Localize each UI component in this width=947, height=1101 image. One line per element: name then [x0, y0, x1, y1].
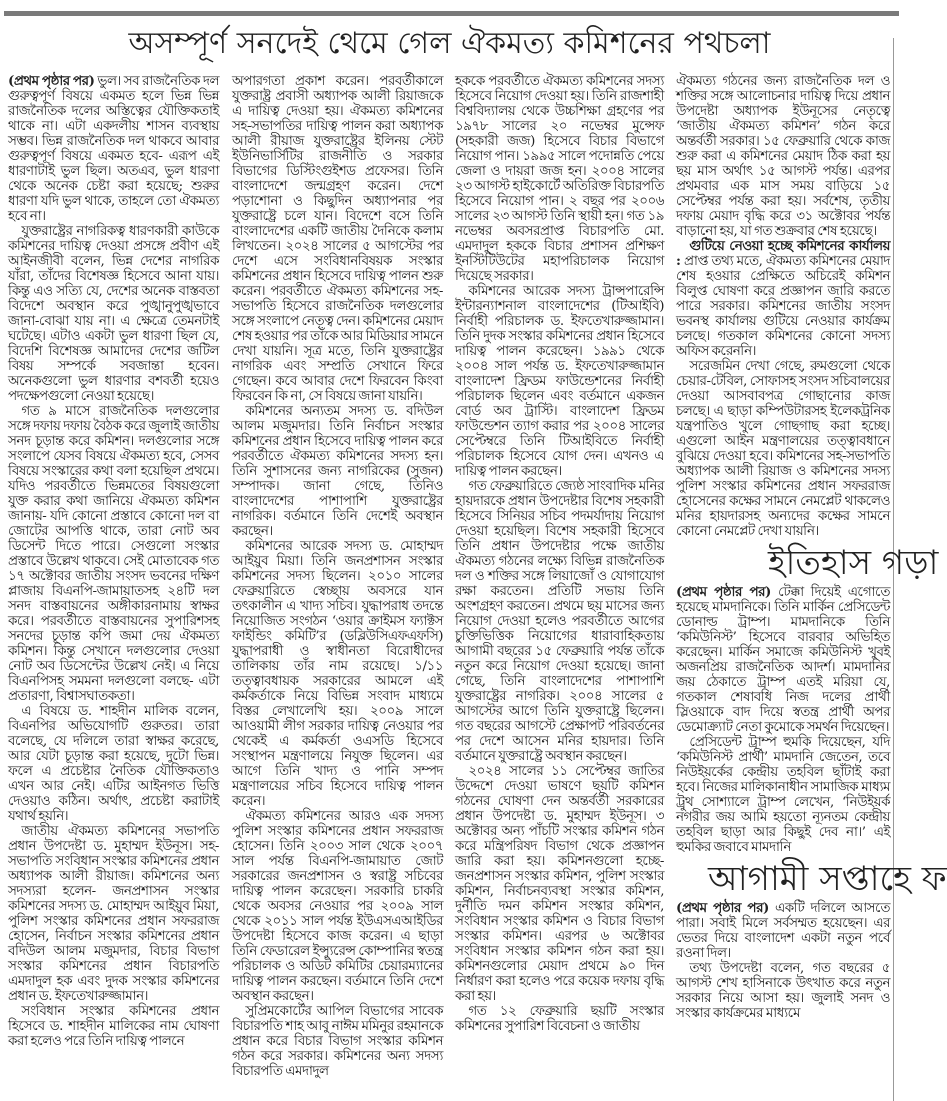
paragraph: ২০২৪ সালের ১১ সেপ্টেম্বর জাতির উদ্দেশে দেওয়া ভাষণে ছয়টি কমিশন গঠনের ঘোষণা দেন অন্তর্বর্তী সরকারের প্রধান উপদেষ্টা ড. মুহাম্মদ ইউনূস। ৩ অক্টোবর অন্য পাঁচটি সংস্কার কমিশন গঠন করে মন্ত্রিপরিষদ বিভাগ থেকে প্রজ্ঞাপন জারি করা হয়। কমিশনগুলো হচ্ছে- জনপ্রশাসন সংস্কার কমিশন, পুলিশ সংস্কার কমিশন, নির্বাচনব্যবস্থা সংস্কার কমিশন, দুর্নীতি দমন কমিশন সংস্কার কমিশন, সংবিধান সংস্কার কমিশন ও বিচার বিভাগ সংস্কার কমিশন। এরপর ৬ অক্টোবর সংবিধান সংস্কার কমিশন গঠন করা হয়। কমিশনগুলোর মেয়াদ প্রথমে ৯০ দিন নির্ধারণ করা হলেও পরে কয়েক দফায় বৃদ্ধি করা হয়।	[455, 764, 664, 1004]
article-column-3	[455, 74, 664, 1034]
paragraph: প্রেসিডেন্ট ট্রাম্প হুমকি দিয়েছেন, যদি ‘কমিউনিস্ট প্রার্থী’ মামদানি জেতেন, তবে নিউইয়র্কের কেন্দ্রীয় তহবিল ছাঁটাই করা হবে। নিজের মালিকানাধীন সামাজিক মাধ্যম ট্রুথ সোশ্যালে ট্রাম্প লেখেন, ‘নিউইয়র্ক নগরীর জয় আমি হয়তো ন্যূনতম কেন্দ্রীয় তহবিল ছাড়া আর কিছুই দেব না।’ এই হুমকির জবাবে মামদানি	[676, 735, 890, 855]
paragraph: গত ৯ মাসে রাজনৈতিক দলগুলোর সঙ্গে দফায় দফায় বৈঠক করে জুলাই জাতীয় সনদ চূড়ান্ত করে কমিশন। দলগুলোর সঙ্গে সংলাপে যেসব বিষয়ে ঐকমত্য হবে, সেসব বিষয়ে সংস্কারের কথা বলা হয়েছিল প্রথমে। যদিও পরবর্তীতে ভিন্নমতের বিষয়গুলো যুক্ত করার কথা জানিয়ে ঐকমত্য কমিশন জানায়- যদি কোনো প্রস্তাবে কোনো দল বা জোটের আপত্তি থাকে, তারা নোট অব ডিসেন্ট দিতে পারে। সেগুলো সংস্কার প্রস্তাবে উল্লেখ থাকবে। সেই মোতাবেক গত ১৭ অক্টোবর জাতীয় সংসদ ভবনের দক্ষিণ প্লাজায় বিএনপি-জামায়াতসহ ২৪টি দল সনদ বাস্তবায়নের অঙ্গীকারনামায় স্বাক্ষর করে। পরবর্তীতে বাস্তবায়নের সুপারিশসহ সনদের চূড়ান্ত কপি জমা দেয় ঐকমত্য কমিশন। কিন্তু সেখানে দলগুলোর দেওয়া নোট অব ডিসেন্টের উল্লেখ নেই। এ নিয়ে বিএনপিসহ সমমনা দলগুলো বলছে- এটা প্রতারণা, বিশ্বাসঘাতকতা।	[8, 404, 219, 704]
paragraph: জাতীয় ঐকমত্য কমিশনের সভাপতি প্রধান উপদেষ্টা ড. মুহাম্মদ ইউনূস। সহ-সভাপতি সংবিধান সংস্কার কমিশনের প্রধান অধ্যাপক আলী রীয়াজ। কমিশনের অন্য সদস্যরা হলেন- জনপ্রশাসন সংস্কার কমিশনের সদস্য ড. মোহাম্মদ আইয়ুব মিয়া, পুলিশ সংস্কার কমিশনের প্রধান সফররাজ হোসেন, নির্বাচন সংস্কার কমিশনের প্রধান বদিউল আলম মজুমদার, বিচার বিভাগ সংস্কার কমিশনের প্রধান বিচারপতি এমদাদুল হক এবং দুদক সংস্কার কমিশনের প্রধান ড. ইফতেখারুজ্জামান।	[8, 824, 219, 1004]
paragraph: কমিশনের আরেক সদস্য ড. মোহাম্মদ আইয়ুব মিয়া। তিনি জনপ্রশাসন সংস্কার কমিশনের সদস্য ছিলেন। ২০১০ সালের ফেব্রুয়ারিতে স্বেচ্ছায় অবসরে যান তৎকালীন এ খাদ্য সচিব। যুদ্ধাপরাধ তদন্তে নিয়োজিত সংগঠন ‘ওয়ার ক্রাইমস ফ্যাক্টস ফাইন্ডিং কমিটি’র (ডব্লিউসিএফএফসি) যুদ্ধাপরাধী ও স্বাধীনতা বিরোধীদের তালিকায় তাঁর নাম রয়েছে। ১/১১ তত্ত্বাবধায়ক সরকারের আমলে এই কর্মকর্তাকে নিয়ে বিভিন্ন সংবাদ মাধ্যমে বিস্তর লেখালেখি হয়। ২০০৯ সালে আওয়ামী লীগ সরকার দায়িত্ব নেওয়ার পর থেকেই এ কর্মকর্তা ওএসডি হিসেবে সংস্থাপন মন্ত্রণালয়ে নিযুক্ত ছিলেন। এর আগে তিনি খাদ্য ও পানি সম্পদ মন্ত্রণালয়ের সচিব হিসেবে দায়িত্ব পালন করেন।	[232, 539, 443, 809]
main-headline: অসম্পূর্ণ সনদেই থেমে গেল ঐকমত্য কমিশনের পথচলা	[128, 26, 771, 61]
column-4	[676, 74, 947, 1021]
paragraph: (প্রথম পৃষ্ঠার পর) টেক্কা দিয়েই এগোতে হয়েছে মামদানিকে। তিনি মার্কিন প্রেসিডেন্ট ডোনাল্ড ট্রাম্প। মামদানিকে তিনি ‘কমিউনিস্ট’ হিসেবে বারবার অভিহিত করেছেন। মার্কিন সমাজে কমিউনিস্ট খুবই অজনপ্রিয় রাজনৈতিক আদর্শ। মামদানির জয় ঠেকাতে ট্রাম্প এতই মরিয়া যে, গতকাল শেষাবধি নিজ দলের প্রার্থী স্লিওয়াকে বাদ দিয়ে স্বতন্ত্র প্রার্থী অপর ডেমোক্র্যাট নেতা কুমোকে সমর্থন দিয়েছেন।	[676, 584, 891, 735]
article-column-1	[8, 74, 219, 1049]
paragraph: যুক্তরাষ্ট্রের নাগরিকত্ব ধারণকারী কাউকে কমিশনের দায়িত্ব দেওয়া প্রসঙ্গে প্রবীণ এই আইনজীবী বলেন, ভিন্ন দেশের নাগরিক যাঁরা, তাঁদের বিশেষজ্ঞ হিসেবে আনা যায়। কিন্তু এও সত্যি যে, দেশের অনেক বাস্তবতা বিদেশে অবস্থান করে পুঙ্খানুপুঙ্খভাবে জানা-বোঝা যায় না। এ ক্ষেত্রে তেমনটাই ঘটেছে। এটাও একটা ভুল ধারণা ছিল যে, বিদেশি বিশেষজ্ঞ আমাদের দেশের জটিল বিষয় সম্পর্কে সবজান্তা হবেন। অনেকগুলো ভুল ধারণার বশবর্তী হয়েও পদক্ষেপগুলো নেওয়া হয়েছে।	[8, 224, 219, 404]
subheading: গুটিয়ে নেওয়া হচ্ছে কমিশনের কার্যালয় :	[676, 238, 890, 269]
paragraph: গত ফেব্রুয়ারিতে জ্যেষ্ঠ সাংবাদিক মনির হায়দারকে প্রধান উপদেষ্টার বিশেষ সহকারী হিসেবে সিনিয়র সচিব পদমর্যাদায় নিয়োগ দেওয়া হয়েছিল। বিশেষ সহকারী হিসেবে তিনি প্রধান উপদেষ্টার পক্ষে জাতীয় ঐকমত্য গঠনের লক্ষ্যে বিভিন্ন রাজনৈতিক দল ও শক্তির সঙ্গে লিয়াজোঁ ও যোগাযোগ রক্ষা করতেন। প্রতিটি সভায় তিনি অংশগ্রহণ করতেন। প্রথমে ছয় মাসের জন্য নিয়োগ দেওয়া হলেও পরবর্তীতে আগের চুক্তিভিত্তিক নিয়োগের ধারাবাহিকতায় আগামী বছরের ১৫ ফেব্রুয়ারি পর্যন্ত তাঁকে নতুন করে নিয়োগ দেওয়া হয়েছে। জানা গেছে, তিনি বাংলাদেশের পাশাপাশি যুক্তরাষ্ট্রের নাগরিক। ২০০৪ সালের ৫ আগস্টের আগে তিনি যুক্তরাষ্ট্রে ছিলেন। গত বছরের আগস্টে প্রেক্ষাপট পরিবর্তনের পর দেশে আসেন মনির হায়দার। তিনি বর্তমানে যুক্তরাষ্ট্রে অবস্থান করছেন।	[455, 479, 664, 764]
paragraph: সুপ্রিমকোর্টের আপিল বিভাগের সাবেক বিচারপতি শাহ আবু নাঈম মমিনুর রহমানকে প্রধান করে বিচার বিভাগ সংস্কার কমিশন গঠন করে সরকার। কমিশনের অন্য সদস্য বিচারপতি এমদাদুল	[232, 1004, 443, 1079]
paragraph: হককে পরবর্তীতে ঐকমত্য কমিশনের সদস্য হিসেবে নিয়োগ দেওয়া হয়। তিনি রাজশাহী বিশ্ববিদ্যালয় থেকে উচ্চশিক্ষা গ্রহণের পর ১৯৭৮ সালের ২০ নভেম্বর মুন্সেফ (সহকারী জজ) হিসেবে বিচার বিভাগে নিয়োগ পান। ১৯৯৫ সালে পদোন্নতি পেয়ে জেলা ও দায়রা জজ হন। ২০০৪ সালের ২৩ আগস্ট হাইকোর্টে অতিরিক্ত বিচারপতি হিসেবে নিয়োগ পান। ২ বছর পর ২০০৬ সালের ২৩ আগস্ট তিনি স্থায়ী হন। গত ১৯ নভেম্বর অবসরপ্রাপ্ত বিচারপতি মো. এমদাদুল হককে বিচার প্রশাসন প্রশিক্ষণ ইনস্টিটিউটের মহাপরিচালক নিয়োগ দিয়েছে সরকার।	[455, 74, 664, 284]
paragraph: গত ১২ ফেব্রুয়ারি ছয়টি সংস্কার কমিশনের সুপারিশ বিবেচনা ও জাতীয়	[455, 1004, 664, 1034]
article2-headline: ইতিহাস গড়া	[768, 543, 939, 583]
paragraph: সরেজমিন দেখা গেছে, রুমগুলো থেকে চেয়ার-টেবিল, সোফাসহ সংসদ সচিবালয়ের দেওয়া আসবাবপত্র গোছানোর কাজ চলছে। এ ছাড়া কম্পিউটারসহ ইলেকট্রনিক যন্ত্রপাতিও খুলে গোছগাছ করা হচ্ছে। এগুলো আইন মন্ত্রণালয়ের তত্ত্বাবধানে বুঝিয়ে দেওয়া হবে। কমিশনের সহ-সভাপতি অধ্যাপক আলী রিয়াজ ও কমিশনের সদস্য পুলিশ সংস্কার কমিশনের প্রধান সফররাজ হোসেনের কক্ষের সামনে নেমপ্লেট থাকলেও মনির হায়দারসহ অন্যদের কক্ষের সামনে কোনো নেমপ্লেট দেখা যায়নি।	[676, 359, 890, 539]
paragraph: কমিশনের অন্যতম সদস্য ড. বদিউল আলম মজুমদার। তিনি নির্বাচন সংস্কার কমিশনের প্রধান হিসেবে দায়িত্ব পালন করে পরবর্তীতে ঐকমত্য কমিশনের সদস্য হন। তিনি সুশাসনের জন্য নাগরিকের (সুজন) সম্পাদক। জানা গেছে, তিনিও বাংলাদেশের পাশাপাশি যুক্তরাষ্ট্রের নাগরিক। বর্তমানে তিনি দেশেই অবস্থান করছেন।	[232, 404, 443, 539]
paragraph: এ বিষয়ে ড. শাহদীন মালিক বলেন, বিএনপির অভিযোগটি গুরুতর। তারা বলেছে, যে দলিলে তারা স্বাক্ষর করেছে, আর যেটা চূড়ান্ত করা হয়েছে, দুটো ভিন্ন। ফলে এ প্রচেষ্টার নৈতিক যৌক্তিকতাও এখন আর নেই। এটির আইনগত ভিত্তি দেওয়াও কঠিন। অর্থাৎ, প্রচেষ্টা করাটাই যথার্থ হয়নি।	[8, 704, 219, 824]
paragraph: (প্রথম পৃষ্ঠার পর) একটি দলিলে আসতে পারা। সবাই মিলে সর্বসম্মত হয়েছেন। এর ভেতর দিয়ে বাংলাদেশ একটা নতুন পর্বে রওনা দিল।	[676, 900, 890, 961]
top-rule	[4, 11, 899, 16]
paragraph: তথ্য উপদেষ্টা বলেন, গত বছরের ৫ আগস্ট শেখ হাসিনাকে উৎখাত করে নতুন সরকার নিয়ে আসা হয়। জুলাই সনদ ও সংস্কার কার্যক্রমের মাধ্যমে	[676, 961, 890, 1021]
paragraph: ঐকমত্য কমিশনের আরও এক সদস্য পুলিশ সংস্কার কমিশনের প্রধান সফররাজ হোসেন। তিনি ২০০৩ সাল থেকে ২০০৭ সাল পর্যন্ত বিএনপি-জামায়াত জোট সরকারের জনপ্রশাসন ও স্বরাষ্ট্র সচিবের দায়িত্ব পালন করেছেন। সরকারি চাকরি থেকে অবসর নেওয়ার পর ২০০৯ সাল থেকে ২০১১ সাল পর্যন্ত ইউএসএআইডির উপদেষ্টা হিসেবে কাজ করেন। এ ছাড়া তিনি ফেডারেল ইন্স্যুরেন্স কোম্পানির স্বতন্ত্র পরিচালক ও অডিট কমিটির চেয়ারম্যানের দায়িত্ব পালন করছেন। বর্তমানে তিনি দেশে অবস্থান করছেন।	[232, 809, 443, 1004]
paragraph: সংবিধান সংস্কার কমিশনের প্রধান হিসেবে ড. শাহদীন মালিকের নাম ঘোষণা করা হলেও পরে তিনি দায়িত্ব পালনে	[8, 1004, 219, 1049]
paragraph: কমিশনের আরেক সদস্য ট্রান্সপারেন্সি ইন্টারন্যাশনাল বাংলাদেশের (টিআইবি) নির্বাহী পরিচালক ড. ইফতেখারুজ্জামান। তিনি দুদক সংস্কার কমিশনের প্রধান হিসেবে দায়িত্ব পালন করেছেন। ১৯৯১ থেকে ২০০৪ সাল পর্যন্ত ড. ইফতেখারুজ্জামান বাংলাদেশ ফ্রিডম ফাউন্ডেশনের নির্বাহী পরিচালক ছিলেন এবং বর্তমানে একজন বোর্ড অব ট্রাস্টি। বাংলাদেশ ফ্রিডম ফাউন্ডেশন ত্যাগ করার পর ২০০৪ সালের সেপ্টেম্বরে তিনি টিআইবিতে নির্বাহী পরিচালক হিসেবে যোগ দেন। এখনও এ দায়িত্ব পালন করছেন।	[455, 284, 664, 479]
paragraph: ঐকমত্য গঠনের জন্য রাজনৈতিক দল ও শক্তির সঙ্গে আলোচনার দায়িত্ব দিয়ে প্রধান উপদেষ্টা অধ্যাপক ইউনূসের নেতৃত্বে ‘জাতীয় ঐকমত্য কমিশন’ গঠন করে অন্তর্বর্তী সরকার। ১৫ ফেব্রুয়ারি থেকে কাজ শুরু করা এ কমিশনের মেয়াদ ঠিক করা হয় ছয় মাস অর্থাৎ ১৫ আগস্ট পর্যন্ত। এরপর প্রথমবার এক মাস সময় বাড়িয়ে ১৫ সেপ্টেম্বর পর্যন্ত করা হয়। সর্বশেষ, তৃতীয় দফায় মেয়াদ বৃদ্ধি করে ৩১ অক্টোবর পর্যন্ত বাড়ানো হয়, যা গত শুক্রবার শেষ হয়েছে।	[676, 74, 890, 239]
paragraph: (প্রথম পৃষ্ঠার পর) ভুল। সব রাজনৈতিক দল গুরুত্বপূর্ণ বিষয়ে একমত হলে ভিন্ন ভিন্ন রাজনৈতিক দলের অস্তিত্বের যৌক্তিকতাই থাকে না। এটা একদলীয় শাসন ব্যবস্থায় সম্ভব। ভিন্ন রাজনৈতিক দল থাকবে আবার গুরুত্বপূর্ণ বিষয়ে একমত হবে- এরূপ এই ধারণাটাই ভুল ছিল। অতএব, ভুল ধারণা থেকে অনেক চেষ্টা করা হয়েছে; শুরুর ধারণা যদি ভুল থাকে, তাহলে তো ঐকমত্য হবে না।	[8, 73, 219, 224]
continued-from-label: (প্রথম পৃষ্ঠার পর)	[8, 73, 95, 89]
continued-from-label: (প্রথম পৃষ্ঠার পর)	[676, 900, 769, 916]
article3-body	[676, 901, 890, 1021]
article2-body	[676, 585, 890, 855]
article-column-2	[232, 74, 443, 1079]
article3-headline: আগামী সপ্তাহে ফ	[708, 859, 947, 899]
paragraph: গুটিয়ে নেওয়া হচ্ছে কমিশনের কার্যালয় : প্রাপ্ত তথ্য মতে, ঐকমত্য কমিশনের মেয়াদ শেষ হওয়ার প্রেক্ষিতে অচিরেই কমিশন বিলুপ্ত ঘোষণা করে প্রজ্ঞাপন জারি করতে পারে সরকার। কমিশনের জাতীয় সংসদ ভবনস্থ কার্যালয় গুটিয়ে নেওয়ার কার্যক্রম চলছে। গতকাল কমিশনের কোনো সদস্য অফিস করেননি।	[676, 238, 890, 359]
paragraph: অপারগতা প্রকাশ করেন। পরবর্তীকালে যুক্তরাষ্ট্র প্রবাসী অধ্যাপক আলী রিয়াজকে এ দায়িত্ব দেওয়া হয়। ঐকমত্য কমিশনের সহ-সভাপতির দায়িত্ব পালন করা অধ্যাপক আলী রীয়াজ যুক্তরাষ্ট্রের ইলিনয় স্টেট ইউনিভার্সিটির রাজনীতি ও সরকার বিভাগের ডিস্টিংগুইশড প্রফেসর। তিনি বাংলাদেশে জন্মগ্রহণ করেন। দেশে পড়াশোনা ও কিছুদিন অধ্যাপনার পর যুক্তরাষ্ট্রে চলে যান। বিদেশে বসে তিনি বাংলাদেশের একটি জাতীয় দৈনিকে কলাম লিখতেন। ২০২৪ সালের ৫ আগস্টের পর দেশে এসে সংবিধানবিষয়ক সংস্কার কমিশনের প্রধান হিসেবে দায়িত্ব পালন শুরু করেন। পরবর্তীতে ঐকমত্য কমিশনের সহ-সভাপতি হিসেবে রাজনৈতিক দলগুলোর সঙ্গে সংলাপে নেতৃত্ব দেন। কমিশনের মেয়াদ শেষ হওয়ার পর তাঁকে আর মিডিয়ার সামনে দেখা যায়নি। সূত্র মতে, তিনি যুক্তরাষ্ট্রের নাগরিক এবং সম্প্রতি সেখানে ফিরে গেছেন। কবে আবার দেশে ফিরবেন কিংবা ফিরবেন কি না, সে বিষয়ে জানা যায়নি।	[232, 74, 443, 404]
continued-from-label: (প্রথম পৃষ্ঠার পর)	[676, 584, 771, 600]
article-column-4	[676, 74, 890, 539]
